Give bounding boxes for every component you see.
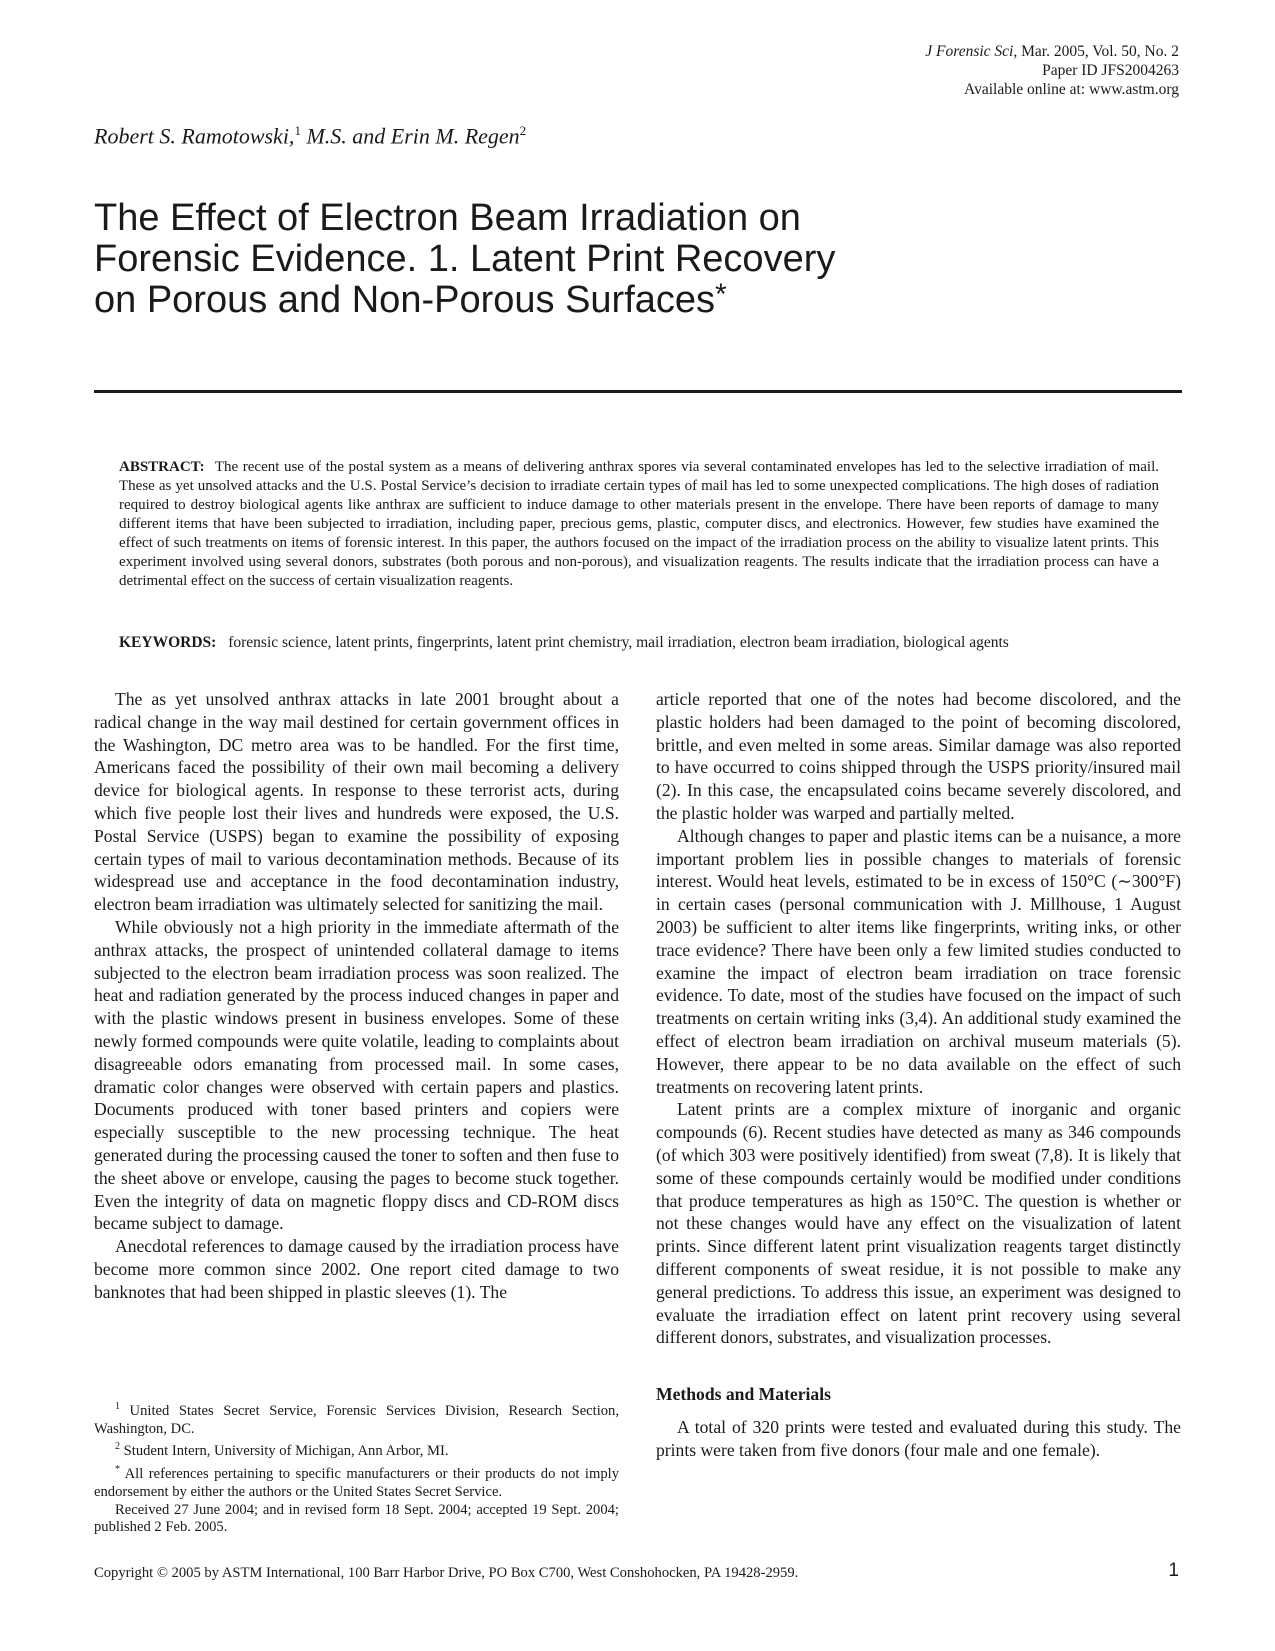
- page-number: 1: [1168, 1560, 1179, 1581]
- section-heading-methods: Methods and Materials: [656, 1384, 831, 1405]
- footnotes: [94, 1398, 619, 1537]
- title-footnote-mark: *: [715, 278, 727, 311]
- received-dates: Received 27 June 2004; and in revised form 18 Sept. 2004; accepted 19 Sept. 2004; published 2 Feb. 2005.: [94, 1501, 619, 1536]
- body-paragraph: A total of 320 prints were tested and evaluated during this study. The prints were taken from five donors (four male and one female).: [656, 1416, 1181, 1460]
- body-paragraph: Latent prints are a complex mixture of inorganic and organic compounds (6). Recent studies have detected as many as 346 compounds (of which 303 were positively identified) from sweat (7,8). It is likely that some of these compounds certainly would be modified under conditions that produce temperatures as high as 150°C. The question is whether or not these changes would have any effect on the visualization of latent prints. Since different latent print visualization reagents target distinctly different components of sweat residue, it is not possible to make any general predictions. To address this issue, an experiment was designed to evaluate the irradiation effect on latent print recovery using several different donors, substrates, and visualization processes.: [656, 1099, 1181, 1348]
- paper-id: Paper ID JFS2004263: [1042, 62, 1179, 79]
- footnote-2-mark: 2: [115, 1441, 120, 1453]
- footnote-3-text: All references pertaining to specific manufacturers or their products do not imply endorsement by either the authors or the United States Secret Service.: [94, 1465, 619, 1500]
- paper-title: [94, 198, 994, 321]
- keywords: [119, 633, 1179, 652]
- footnote-1: [94, 1398, 619, 1438]
- title-line-1: The Effect of Electron Beam Irradiation on: [94, 197, 801, 239]
- keywords-label: KEYWORDS:: [119, 634, 217, 651]
- author-2-mark: 2: [519, 123, 527, 138]
- author-1-mark: 1: [294, 123, 301, 138]
- body-paragraph: While obviously not a high priority in the immediate aftermath of the anthrax attacks, the prospect of unintended collateral damage to items subjected to the electron beam irradiation process was soon realized. The heat and radiation generated by the process induced changes in paper and with the plastic windows present in business envelopes. Some of these newly formed compounds were quite volatile, leading to complaints about disagreeable odors emanating from processed mail. In some cases, dramatic color changes were observed with certain papers and plastics. Documents produced with toner based printers and copiers were especially susceptible to the new processing technique. The heat generated during the processing caused the toner to soften and then fuse to the sheet above or envelope, causing the pages to become stuck together. Even the integrity of data on magnetic floppy discs and CD-ROM discs became subject to damage.: [94, 916, 619, 1234]
- body-column-right: [656, 688, 1181, 1462]
- footnote-3-mark: *: [115, 1464, 120, 1476]
- abstract-text: The recent use of the postal system as a means of delivering anthrax spores via several contaminated envelopes has led to the selective irradiation of mail. These as yet unsolved attacks and the U.S. Postal Service’s decision to irradiate certain types of mail has led to some unexpected complications. The high doses of radiation required to destroy biological agents like anthrax are sufficient to induce damage to other materials present in the envelope. There have been reports of damage to many different items that have been subjected to irradiation, including paper, precious gems, plastic, computer discs, and electronics. However, few studies have examined the effect of such treatments on items of forensic interest. In this paper, the authors focused on the impact of the irradiation process on the ability to visualize latent prints. This experiment involved using several donors, substrates (both porous and non-porous), and visualization reagents. The results indicate that the irradiation process can have a detrimental effect on the success of certain visualization reagents.: [119, 459, 1159, 589]
- title-line-2: Forensic Evidence. 1. Latent Print Recovery: [94, 238, 836, 280]
- availability-note: Available online at: www.astm.org: [964, 81, 1179, 98]
- author-degree-and-author-2: M.S. and Erin M. Regen: [300, 123, 520, 149]
- footnote-2-text: Student Intern, University of Michigan, Ann Arbor, MI.: [120, 1443, 449, 1460]
- journal-issue: Mar. 2005, Vol. 50, No. 2: [1021, 43, 1179, 60]
- body-paragraph: Anecdotal references to damage caused by the irradiation process have become more common since 2002. One report cited damage to two banknotes that had been shipped in plastic sleeves (1). The: [94, 1236, 619, 1302]
- body-column-left: [94, 688, 619, 1304]
- author-line: [94, 123, 526, 149]
- abstract: [119, 458, 1159, 591]
- title-line-3: on Porous and Non-Porous Surfaces: [94, 279, 716, 321]
- footnote-1-text: United States Secret Service, Forensic Services Division, Research Section, Washington, DC.: [94, 1402, 619, 1437]
- keywords-text: forensic science, latent prints, fingerprints, latent print chemistry, mail irradiation, electron beam irradiation, biological agents: [228, 634, 1009, 651]
- footnote-2: [94, 1438, 619, 1461]
- author-1-name: Robert S. Ramotowski,: [94, 123, 295, 149]
- body-paragraph: The as yet unsolved anthrax attacks in late 2001 brought about a radical change in the way mail destined for certain government offices in the Washington, DC metro area was to be handled. For the first time, Americans faced the possibility of their own mail becoming a delivery device for biological agents. In response to these terrorist acts, during which five people lost their lives and hundreds were exposed, the U.S. Postal Service (USPS) began to examine the possibility of exposing certain types of mail to various decontamination methods. Because of its widespread use and acceptance in the food decontamination industry, electron beam irradiation was ultimately selected for sanitizing the mail.: [94, 689, 619, 915]
- copyright-notice: Copyright © 2005 by ASTM International, 100 Barr Harbor Drive, PO Box C700, West Conshohocken, PA 19428-2959.: [94, 1565, 799, 1581]
- journal-name: J Forensic Sci,: [925, 43, 1018, 60]
- footnote-3: [94, 1461, 619, 1501]
- title-divider: [94, 390, 1182, 393]
- body-paragraph: article reported that one of the notes had become discolored, and the plastic holders had been damaged to the point of becoming discolored, brittle, and even melted in some areas. Similar damage was also reported to have occurred to coins shipped through the USPS priority/insured mail (2). In this case, the encapsulated coins became severely discolored, and the plastic holder was warped and partially melted.: [656, 689, 1181, 823]
- journal-info: [925, 42, 1179, 99]
- journal-citation: [925, 42, 1179, 61]
- footnote-1-mark: 1: [115, 1401, 120, 1412]
- abstract-label: ABSTRACT:: [119, 459, 205, 475]
- body-paragraph: Although changes to paper and plastic items can be a nuisance, a more important problem lies in possible changes to materials of forensic interest. Would heat levels, estimated to be in excess of 150°C (∼300°F) in certain cases (personal communication with J. Millhouse, 1 August 2003) be sufficient to alter items like fingerprints, writing inks, or other trace evidence? There have been only a few limited studies conducted to examine the impact of electron beam irradiation on trace forensic evidence. To date, most of the studies have focused on the impact of such treatments on certain writing inks (3,4). An additional study examined the effect of electron beam irradiation on archival museum materials (5). However, there appear to be no data available on the effect of such treatments on recovering latent prints.: [656, 825, 1181, 1097]
